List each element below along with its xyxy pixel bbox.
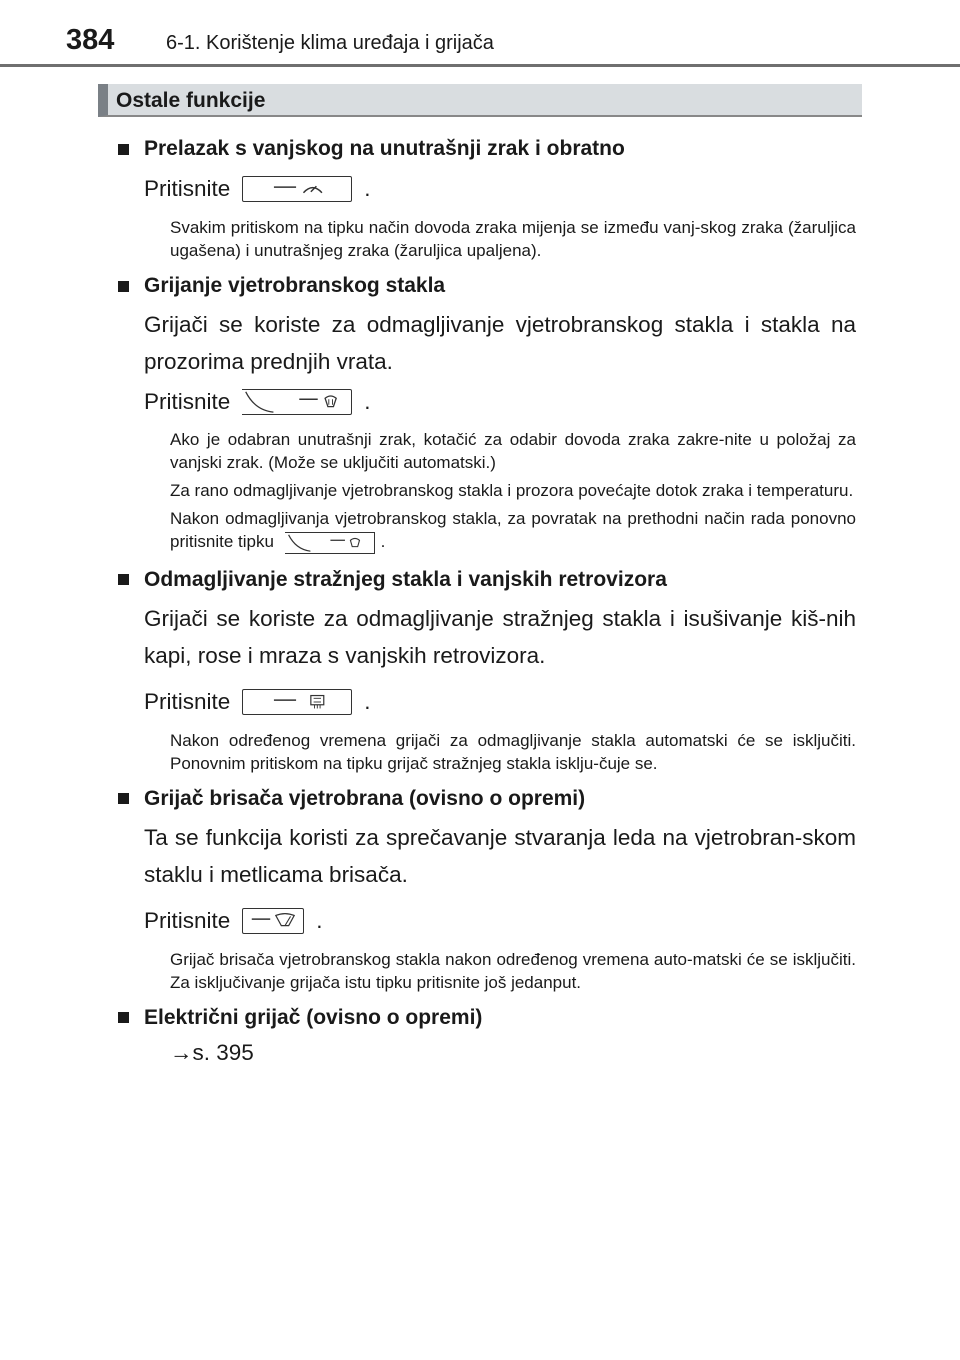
note: Nakon odmagljivanja vjetrobranskog stakla, za povratak na prethodni način rada ponovno pritisnite tipku . bbox=[170, 507, 856, 554]
note: Ako je odabran unutrašnji zrak, kotačić za odabir dovoda zraka zakre-nite u položaj za vanjski zrak. (Može se uključiti automatski.) bbox=[170, 430, 856, 472]
note: Nakon određenog vremena grijači za odmagljivanje stakla automatski će se isključiti. Ponovnim pritiskom na tipku grijač stražnjeg stakla isklju-čuje se. bbox=[170, 730, 856, 773]
body-text: Ta se funkcija koristi za sprečavanje stvaranja leda na vjetrobran-skom staklu i metlicama brisača. bbox=[144, 824, 856, 887]
chapter-title: 6-1. Korištenje klima uređaja i grijača bbox=[166, 32, 494, 54]
windshield-defroster-icon bbox=[242, 389, 352, 415]
section-title-bar bbox=[98, 84, 862, 117]
bullet-icon bbox=[118, 793, 129, 804]
bullet-icon bbox=[118, 574, 129, 585]
note: Grijač brisača vjetrobranskog stakla nakon određenog vremena auto-matski će se isključiti. Za isključivanje grijača istu tipku pritisnite još jedanput. bbox=[170, 949, 856, 992]
bullet-icon bbox=[118, 144, 129, 155]
press-line: Pritisnite . bbox=[144, 176, 371, 201]
wiper-deicer-icon bbox=[242, 908, 304, 934]
section-title: Ostale funkcije bbox=[116, 89, 266, 112]
body-text: Grijači se koriste za odmagljivanje stražnjeg stakla i isušivanje kiš-nih kapi, rose i mraza s vanjskih retrovizora. bbox=[144, 605, 856, 668]
press-line: Pritisnite . bbox=[144, 688, 371, 714]
press-line: Pritisnite . bbox=[144, 907, 323, 933]
body-text: Grijači se koriste za odmagljivanje vjetrobranskog stakla i stakla na prozorima prednjih vrata. bbox=[144, 312, 856, 374]
header-rule bbox=[0, 64, 960, 67]
windshield-defroster-icon bbox=[285, 532, 375, 554]
subheading-wiper-deicer: Grijač brisača vjetrobrana (ovisno o opremi) bbox=[116, 787, 856, 811]
subheading-recirculation: Prelazak s vanjskog na unutrašnji zrak i obratno bbox=[116, 137, 856, 161]
content bbox=[116, 127, 856, 1066]
press-line: Pritisnite . bbox=[144, 389, 371, 414]
recirculation-icon bbox=[242, 176, 352, 202]
subheading-windshield-defroster: Grijanje vjetrobranskog stakla bbox=[116, 274, 856, 298]
subheading-electric-heater: Električni grijač (ovisno o opremi) bbox=[116, 1006, 856, 1030]
bullet-icon bbox=[118, 281, 129, 292]
rear-defogger-icon bbox=[242, 689, 352, 715]
note: Za rano odmagljivanje vjetrobranskog stakla i prozora povećajte dotok zraka i temperaturu. bbox=[170, 481, 854, 500]
subheading-rear-defogger: Odmagljivanje stražnjeg stakla i vanjskih retrovizora bbox=[116, 568, 856, 592]
page-number: 384 bbox=[66, 24, 115, 56]
page-reference[interactable]: →s. 395 bbox=[170, 1039, 254, 1065]
bullet-icon bbox=[118, 1012, 129, 1023]
note: Svakim pritiskom na tipku način dovoda zraka mijenja se između vanj-skog zraka (žaruljica ugašena) i unutrašnjeg zraka (žaruljica upaljena). bbox=[170, 218, 856, 260]
